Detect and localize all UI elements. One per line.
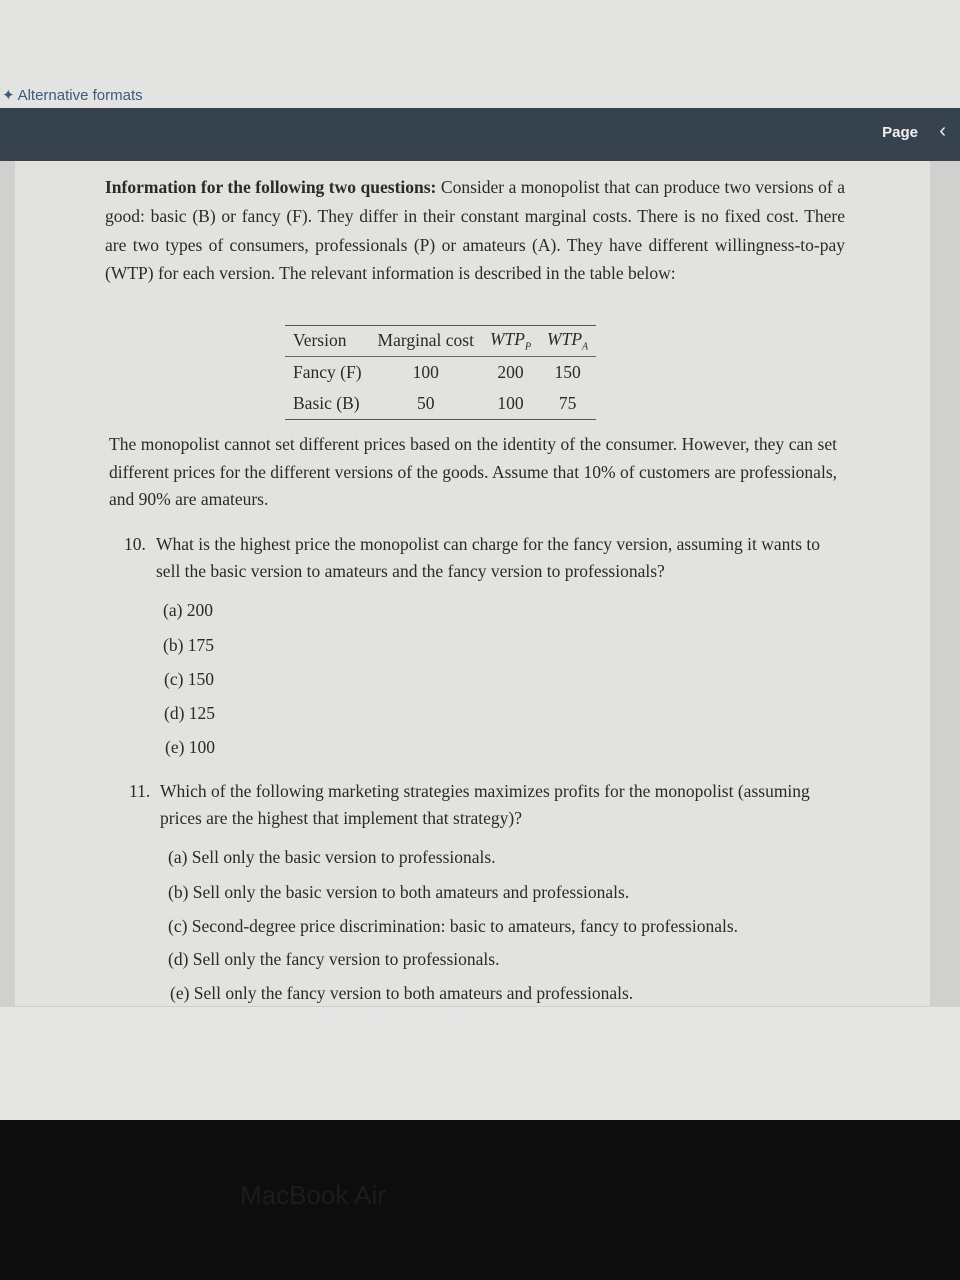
q10-option: (a) 200 <box>163 600 214 620</box>
q11-option: (c) Second-degree price discrimination: basic to amateurs, fancy to professionals. <box>168 916 739 936</box>
cell: 50 <box>416 392 435 413</box>
intro-text: Consider a monopolist that can produce two versions of a good: basic (B) or fancy (F). They differ in their constant marginal costs. There is no fixed cost. There are two types of consumers, professionals (P) or amateurs (A). They have different willingness-to-pay (WTP) for each version. The relevant information is described in the table below: <box>105 177 845 284</box>
q10-option: (b) 175 <box>163 635 215 655</box>
q10-option: (c) 150 <box>164 669 215 689</box>
top-bar <box>0 0 960 108</box>
q11-option: (d) Sell only the fancy version to professionals. <box>168 949 500 969</box>
q11-option: (b) Sell only the basic version to both amateurs and professionals. <box>168 882 630 902</box>
chevron-left-icon[interactable]: ‹ <box>939 120 946 142</box>
q11-number: 11. <box>129 781 151 801</box>
left-margin <box>0 161 15 1006</box>
cell: Basic (B) <box>293 392 360 413</box>
alternative-formats-link[interactable] <box>2 86 143 104</box>
assumptions-paragraph: The monopolist cannot set different prices based on the identity of the consumer. However, they can set different prices for the different versions of the goods. Assume that 10% of customers are professionals, and 90% are amateurs. <box>109 434 837 509</box>
scrollbar[interactable] <box>930 161 960 1006</box>
laptop-bezel <box>0 1120 960 1280</box>
device-brand: MacBook Air <box>240 1180 386 1210</box>
cell: 75 <box>558 392 577 413</box>
download-icon: ✦ <box>2 87 15 104</box>
table-row <box>285 388 596 420</box>
intro-heading: Information for the following two questions: <box>105 177 437 197</box>
table-row <box>285 356 596 388</box>
page-label: Page <box>882 124 918 141</box>
col-wtp-p: $WTP_P$ <box>482 326 539 357</box>
table-header <box>285 326 596 357</box>
intro-paragraph <box>105 173 845 288</box>
q11-option: (a) Sell only the basic version to professionals. <box>168 847 496 867</box>
q10-text: What is the highest price the monopolist can charge for the fancy version, assuming it wants to sell the basic version to amateurs and the fancy version to professionals? <box>156 534 821 581</box>
cell: Fancy (F) <box>293 361 362 382</box>
info-table <box>285 325 596 420</box>
page-gap <box>0 1006 960 1121</box>
col-marginal-cost: Marginal cost <box>370 326 482 357</box>
q11-option: (e) Sell only the fancy version to both amateurs and professionals. <box>170 983 634 1003</box>
alternative-formats-label: Alternative formats <box>17 86 143 104</box>
col-wtp-a: $WTP_A$ <box>539 326 596 357</box>
q10-option: (d) 125 <box>164 703 216 723</box>
q11-text: Which of the following marketing strategies maximizes profits for the monopolist (assuming prices are the highest that implement that strategy)? <box>160 781 810 828</box>
q10-option: (e) 100 <box>165 737 216 757</box>
q10-number: 10. <box>124 534 146 554</box>
col-version: Version <box>285 326 370 357</box>
cell: 100 <box>497 392 524 413</box>
cell: 100 <box>412 361 439 382</box>
cell: 150 <box>554 361 581 382</box>
viewer-toolbar <box>0 108 960 161</box>
cell: 200 <box>497 361 524 382</box>
